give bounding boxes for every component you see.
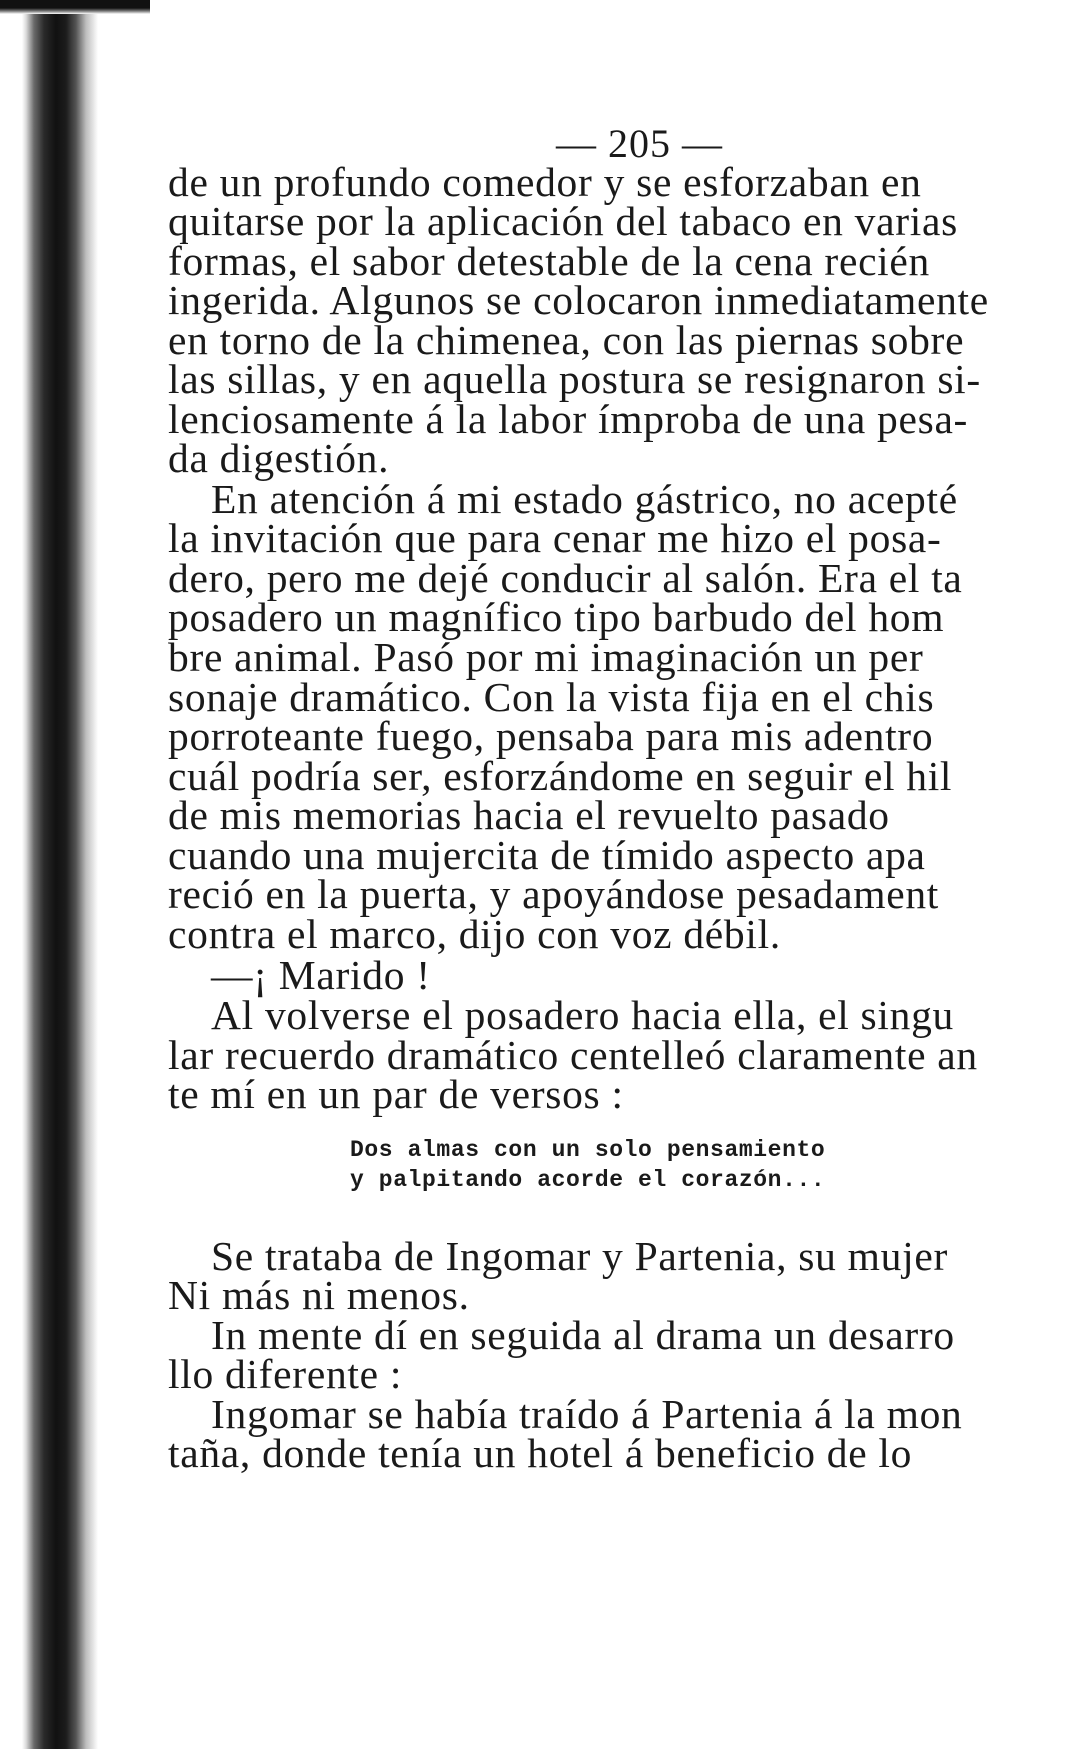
text-line: cuando una mujercita de tímido aspecto apa: [168, 832, 926, 878]
dialogue-line: —¡ Marido !: [211, 952, 431, 998]
text-line: las sillas, y en aquella postura se resignaron si-: [168, 356, 981, 402]
text-line: dero, pero me dejé conducir al salón. Era el ta: [168, 555, 963, 601]
text-line: cuál podría ser, esforzándome en seguir el hil: [168, 753, 953, 799]
text-line: quitarse por la aplicación del tabaco en varias: [168, 198, 958, 244]
text-line: de un profundo comedor y se esforzaban en: [168, 159, 922, 205]
text-line: sonaje dramático. Con la vista fija en el chis: [168, 674, 935, 720]
text-line: ingerida. Algunos se colocaron inmediatamente: [168, 277, 989, 323]
text-line: contra el marco, dijo con voz débil.: [168, 911, 781, 957]
text-line: Ingomar se había traído á Partenia á la mon: [211, 1391, 963, 1437]
text-line: bre animal. Pasó por mi imaginación un per: [168, 634, 924, 680]
text-line: In mente dí en seguida al drama un desarro: [211, 1312, 955, 1358]
text-line: llo diferente :: [168, 1351, 403, 1397]
text-line: taña, donde tenía un hotel á beneficio de lo: [168, 1430, 913, 1476]
binding-top-edge: [0, 0, 150, 14]
text-line: Ni más ni menos.: [168, 1272, 470, 1318]
text-line: lenciosamente á la labor ímproba de una pesa-: [168, 396, 969, 442]
text-line: formas, el sabor detestable de la cena recién: [168, 238, 930, 284]
text-line: Se trataba de Ingomar y Partenia, su mujer: [211, 1233, 948, 1279]
text-line: da digestión.: [168, 435, 390, 481]
page-number: — 205 —: [556, 121, 723, 166]
book-binding-shadow: [0, 0, 100, 1749]
text-line: En atención á mi estado gástrico, no acepté: [211, 476, 958, 522]
text-line: te mí en un par de versos :: [168, 1071, 624, 1117]
text-line: la invitación que para cenar me hizo el posa-: [168, 515, 942, 561]
text-line: posadero un magnífico tipo barbudo del hom: [168, 594, 945, 640]
verse-line: Dos almas con un solo pensamiento: [350, 1137, 826, 1163]
text-line: Al volverse el posadero hacia ella, el singu: [211, 992, 954, 1038]
text-line: porroteante fuego, pensaba para mis adentro: [168, 713, 934, 759]
text-line: de mis memorias hacia el revuelto pasado: [168, 792, 890, 838]
text-line: lar recuerdo dramático centelleó claramente an: [168, 1032, 978, 1078]
verse-line: y palpitando acorde el corazón...: [350, 1167, 826, 1193]
text-line: reció en la puerta, y apoyándose pesadament: [168, 871, 940, 917]
text-line: en torno de la chimenea, con las piernas sobre: [168, 317, 965, 363]
